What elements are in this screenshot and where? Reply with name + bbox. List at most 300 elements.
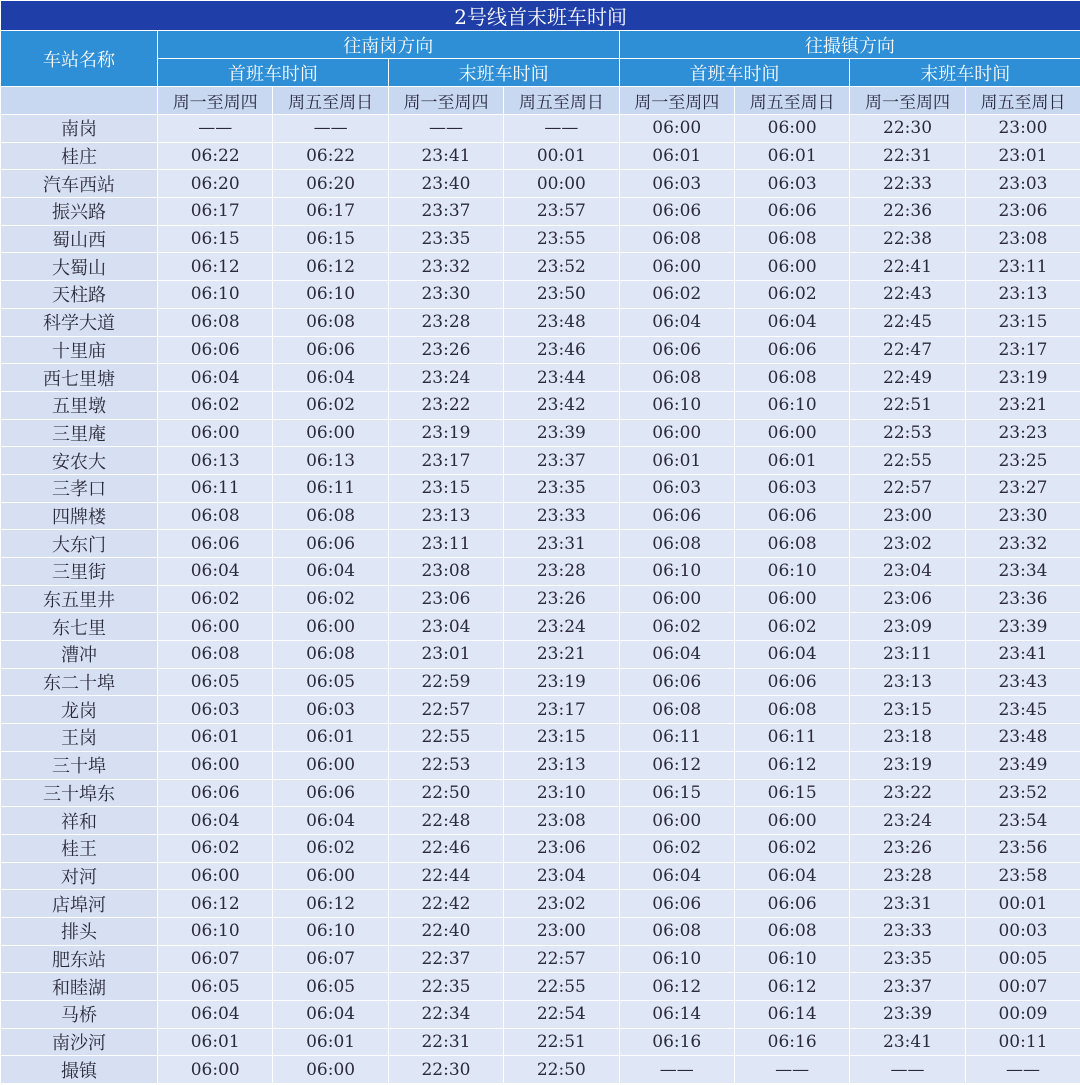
time-cell: 23:50 <box>504 281 619 309</box>
time-cell: 23:52 <box>504 253 619 281</box>
time-cell: 23:57 <box>504 198 619 226</box>
time-cell: 06:05 <box>273 668 388 696</box>
station-name: 南沙河 <box>1 1028 158 1056</box>
time-cell: 23:45 <box>965 696 1080 724</box>
time-cell: 06:00 <box>619 253 734 281</box>
table-row <box>1 558 1080 586</box>
time-cell: 22:57 <box>388 696 503 724</box>
table-row <box>1 973 1080 1001</box>
time-cell: 23:39 <box>850 1001 965 1029</box>
station-column-header: 车站名称 <box>1 31 158 87</box>
time-cell: 06:12 <box>619 751 734 779</box>
direction-north-header: 往撮镇方向 <box>619 31 1080 59</box>
time-cell: 23:43 <box>965 668 1080 696</box>
time-cell: 22:57 <box>850 474 965 502</box>
time-cell: 23:11 <box>850 641 965 669</box>
table-row <box>1 613 1080 641</box>
time-cell: 23:00 <box>850 502 965 530</box>
time-cell: 23:17 <box>504 696 619 724</box>
time-cell: 06:06 <box>619 502 734 530</box>
time-cell: 23:32 <box>388 253 503 281</box>
time-cell: 06:02 <box>158 585 273 613</box>
time-cell: 22:43 <box>850 281 965 309</box>
time-cell: —— <box>965 1056 1080 1084</box>
time-cell: 06:04 <box>158 558 273 586</box>
time-cell: 06:12 <box>273 253 388 281</box>
time-cell: 06:17 <box>273 198 388 226</box>
north-first-weekend-header: 周五至周日 <box>734 87 849 115</box>
time-cell: 06:02 <box>273 834 388 862</box>
time-cell: 06:08 <box>273 308 388 336</box>
time-cell: 23:06 <box>504 834 619 862</box>
north-first-train-header: 首班车时间 <box>619 59 850 87</box>
station-name: 龙岗 <box>1 696 158 724</box>
time-cell: 06:11 <box>734 724 849 752</box>
time-cell: 23:06 <box>388 585 503 613</box>
time-cell: 06:01 <box>158 1028 273 1056</box>
time-cell: 23:49 <box>965 751 1080 779</box>
time-cell: 22:42 <box>388 890 503 918</box>
table-row <box>1 751 1080 779</box>
time-cell: 22:49 <box>850 364 965 392</box>
time-cell: 06:12 <box>734 973 849 1001</box>
south-first-train-header: 首班车时间 <box>158 59 389 87</box>
table-row <box>1 364 1080 392</box>
time-cell: 06:06 <box>734 668 849 696</box>
time-cell: 06:03 <box>158 696 273 724</box>
time-cell: 23:04 <box>388 613 503 641</box>
table-row <box>1 419 1080 447</box>
table-row <box>1 474 1080 502</box>
time-cell: 06:22 <box>158 142 273 170</box>
time-cell: 22:47 <box>850 336 965 364</box>
time-cell: 06:06 <box>158 779 273 807</box>
time-cell: 00:07 <box>965 973 1080 1001</box>
time-cell: 23:41 <box>965 641 1080 669</box>
time-cell: 06:10 <box>734 945 849 973</box>
station-name: 蜀山西 <box>1 225 158 253</box>
time-cell: 06:08 <box>619 530 734 558</box>
time-cell: 23:33 <box>850 917 965 945</box>
time-cell: 06:05 <box>158 973 273 1001</box>
time-cell: 22:37 <box>388 945 503 973</box>
time-cell: 23:37 <box>388 198 503 226</box>
time-cell: 23:13 <box>850 668 965 696</box>
time-cell: 23:04 <box>850 558 965 586</box>
time-cell: 23:26 <box>850 834 965 862</box>
time-cell: 06:00 <box>734 253 849 281</box>
time-cell: 06:06 <box>734 502 849 530</box>
time-cell: 23:25 <box>965 447 1080 475</box>
time-cell: 06:00 <box>619 807 734 835</box>
time-cell: 23:48 <box>504 308 619 336</box>
north-first-weekday-header: 周一至周四 <box>619 87 734 115</box>
time-cell: 23:02 <box>504 890 619 918</box>
station-name: 马桥 <box>1 1001 158 1029</box>
time-cell: 22:53 <box>850 419 965 447</box>
station-name: 五里墩 <box>1 391 158 419</box>
station-name: 三十埠 <box>1 751 158 779</box>
station-name: 十里庙 <box>1 336 158 364</box>
station-name: 大蜀山 <box>1 253 158 281</box>
time-cell: 06:03 <box>273 696 388 724</box>
time-cell: 06:10 <box>734 558 849 586</box>
time-cell: 06:10 <box>619 391 734 419</box>
time-cell: 23:41 <box>850 1028 965 1056</box>
time-cell: 06:00 <box>734 115 849 143</box>
time-cell: 06:06 <box>273 779 388 807</box>
time-cell: 06:02 <box>273 585 388 613</box>
table-row <box>1 308 1080 336</box>
time-cell: 06:08 <box>619 364 734 392</box>
south-last-train-header: 末班车时间 <box>388 59 619 87</box>
table-row <box>1 945 1080 973</box>
time-cell: 06:01 <box>619 142 734 170</box>
time-cell: 06:12 <box>158 890 273 918</box>
time-cell: 22:48 <box>388 807 503 835</box>
time-cell: 22:38 <box>850 225 965 253</box>
time-cell: 06:01 <box>734 142 849 170</box>
time-cell: 06:10 <box>158 281 273 309</box>
time-cell: 23:31 <box>850 890 965 918</box>
time-cell: 06:01 <box>619 447 734 475</box>
direction-south-header: 往南岗方向 <box>158 31 620 59</box>
time-cell: 23:27 <box>965 474 1080 502</box>
time-cell: 23:08 <box>965 225 1080 253</box>
time-cell: 06:14 <box>734 1001 849 1029</box>
station-name: 东五里井 <box>1 585 158 613</box>
time-cell: 06:04 <box>734 308 849 336</box>
time-cell: 23:11 <box>965 253 1080 281</box>
time-cell: 23:26 <box>388 336 503 364</box>
time-cell: 06:00 <box>158 419 273 447</box>
time-cell: 06:04 <box>273 558 388 586</box>
time-cell: 06:02 <box>619 834 734 862</box>
time-cell: 06:10 <box>158 917 273 945</box>
time-cell: 23:55 <box>504 225 619 253</box>
time-cell: 00:00 <box>504 170 619 198</box>
time-cell: 23:40 <box>388 170 503 198</box>
time-cell: 22:46 <box>388 834 503 862</box>
station-name: 三孝口 <box>1 474 158 502</box>
time-cell: 06:11 <box>158 474 273 502</box>
time-cell: 23:24 <box>504 613 619 641</box>
time-cell: 06:08 <box>619 696 734 724</box>
table-row <box>1 142 1080 170</box>
time-cell: 06:14 <box>619 1001 734 1029</box>
time-cell: —— <box>850 1056 965 1084</box>
table-row <box>1 834 1080 862</box>
time-cell: 23:13 <box>388 502 503 530</box>
south-last-weekday-header: 周一至周四 <box>388 87 503 115</box>
time-cell: 23:41 <box>388 142 503 170</box>
station-name: 东七里 <box>1 613 158 641</box>
time-cell: 23:00 <box>965 115 1080 143</box>
time-cell: 23:06 <box>850 585 965 613</box>
table-row <box>1 917 1080 945</box>
time-cell: 06:00 <box>619 115 734 143</box>
time-cell: 06:03 <box>734 170 849 198</box>
time-cell: 06:07 <box>158 945 273 973</box>
station-name: 三里街 <box>1 558 158 586</box>
station-name: 大东门 <box>1 530 158 558</box>
time-cell: 23:02 <box>850 530 965 558</box>
time-cell: 06:03 <box>619 474 734 502</box>
station-name: 南岗 <box>1 115 158 143</box>
time-cell: 23:21 <box>504 641 619 669</box>
table-row <box>1 198 1080 226</box>
time-cell: 06:02 <box>619 613 734 641</box>
time-cell: 22:45 <box>850 308 965 336</box>
time-cell: 06:12 <box>734 751 849 779</box>
table-row <box>1 170 1080 198</box>
time-cell: 22:41 <box>850 253 965 281</box>
station-name: 桂王 <box>1 834 158 862</box>
time-cell: 00:09 <box>965 1001 1080 1029</box>
table-row <box>1 502 1080 530</box>
station-name: 肥东站 <box>1 945 158 973</box>
time-cell: 23:00 <box>504 917 619 945</box>
time-cell: 23:04 <box>504 862 619 890</box>
time-cell: 06:02 <box>619 281 734 309</box>
time-cell: 23:23 <box>965 419 1080 447</box>
station-name: 排头 <box>1 917 158 945</box>
table-row <box>1 890 1080 918</box>
time-cell: 22:34 <box>388 1001 503 1029</box>
time-cell: 06:10 <box>734 391 849 419</box>
station-name: 撮镇 <box>1 1056 158 1084</box>
time-cell: 23:15 <box>388 474 503 502</box>
north-last-weekend-header: 周五至周日 <box>965 87 1080 115</box>
station-name: 对河 <box>1 862 158 890</box>
time-cell: 22:50 <box>388 779 503 807</box>
time-cell: 23:33 <box>504 502 619 530</box>
time-cell: 06:06 <box>619 198 734 226</box>
time-cell: 23:10 <box>504 779 619 807</box>
time-cell: 23:48 <box>965 724 1080 752</box>
time-cell: 06:06 <box>734 198 849 226</box>
time-cell: 06:06 <box>734 336 849 364</box>
time-cell: 06:04 <box>158 364 273 392</box>
time-cell: 06:05 <box>158 668 273 696</box>
time-cell: 06:02 <box>734 834 849 862</box>
time-cell: 00:03 <box>965 917 1080 945</box>
time-cell: 06:06 <box>619 668 734 696</box>
time-cell: 22:36 <box>850 198 965 226</box>
time-cell: 06:02 <box>158 391 273 419</box>
time-cell: 23:22 <box>388 391 503 419</box>
time-cell: 06:16 <box>619 1028 734 1056</box>
time-cell: 06:08 <box>734 364 849 392</box>
time-cell: 23:01 <box>388 641 503 669</box>
north-last-train-header: 末班车时间 <box>850 59 1080 87</box>
station-name: 桂庄 <box>1 142 158 170</box>
station-name: 四牌楼 <box>1 502 158 530</box>
time-cell: 06:06 <box>273 530 388 558</box>
time-cell: 23:01 <box>965 142 1080 170</box>
time-cell: 06:20 <box>158 170 273 198</box>
time-cell: 06:10 <box>619 945 734 973</box>
table-row <box>1 668 1080 696</box>
time-cell: 06:08 <box>158 641 273 669</box>
time-cell: 00:01 <box>965 890 1080 918</box>
time-cell: 22:53 <box>388 751 503 779</box>
time-cell: 06:15 <box>158 225 273 253</box>
station-name: 王岗 <box>1 724 158 752</box>
table-row <box>1 724 1080 752</box>
time-cell: 23:44 <box>504 364 619 392</box>
time-cell: 23:18 <box>850 724 965 752</box>
time-cell: —— <box>158 115 273 143</box>
time-cell: 23:11 <box>388 530 503 558</box>
time-cell: —— <box>504 115 619 143</box>
time-cell: 06:04 <box>734 862 849 890</box>
time-cell: 06:06 <box>734 890 849 918</box>
table-row <box>1 336 1080 364</box>
time-cell: 06:01 <box>158 724 273 752</box>
time-cell: 06:01 <box>273 724 388 752</box>
time-cell: 06:08 <box>619 917 734 945</box>
time-cell: 06:00 <box>619 419 734 447</box>
time-cell: 06:01 <box>734 447 849 475</box>
time-cell: 06:02 <box>734 281 849 309</box>
station-name: 振兴路 <box>1 198 158 226</box>
station-name: 西七里塘 <box>1 364 158 392</box>
time-cell: 23:32 <box>965 530 1080 558</box>
time-cell: 22:50 <box>504 1056 619 1084</box>
table-row <box>1 585 1080 613</box>
time-cell: 06:06 <box>619 890 734 918</box>
time-cell: 23:56 <box>965 834 1080 862</box>
table-row <box>1 391 1080 419</box>
time-cell: 06:08 <box>273 502 388 530</box>
time-cell: 00:05 <box>965 945 1080 973</box>
time-cell: 23:09 <box>850 613 965 641</box>
time-cell: 22:31 <box>850 142 965 170</box>
time-cell: 22:57 <box>504 945 619 973</box>
time-cell: 06:00 <box>158 1056 273 1084</box>
time-cell: 06:06 <box>158 336 273 364</box>
time-cell: 06:00 <box>273 751 388 779</box>
time-cell: 06:04 <box>619 641 734 669</box>
table-row <box>1 779 1080 807</box>
time-cell: —— <box>619 1056 734 1084</box>
table-row <box>1 807 1080 835</box>
time-cell: 23:21 <box>965 391 1080 419</box>
time-cell: 06:00 <box>273 613 388 641</box>
time-cell: 06:00 <box>273 1056 388 1084</box>
time-cell: 06:12 <box>619 973 734 1001</box>
time-cell: 06:10 <box>273 281 388 309</box>
time-cell: 06:17 <box>158 198 273 226</box>
time-cell: 23:30 <box>388 281 503 309</box>
time-cell: 06:04 <box>273 1001 388 1029</box>
time-cell: 22:31 <box>388 1028 503 1056</box>
time-cell: 06:15 <box>734 779 849 807</box>
time-cell: 06:04 <box>273 807 388 835</box>
time-cell: 06:00 <box>273 862 388 890</box>
table-row <box>1 447 1080 475</box>
time-cell: 23:36 <box>965 585 1080 613</box>
time-cell: —— <box>388 115 503 143</box>
time-cell: 06:08 <box>158 502 273 530</box>
time-cell: 00:01 <box>504 142 619 170</box>
time-cell: 06:00 <box>619 585 734 613</box>
time-cell: 00:11 <box>965 1028 1080 1056</box>
time-cell: 06:06 <box>273 336 388 364</box>
time-cell: 23:34 <box>965 558 1080 586</box>
time-cell: 23:39 <box>504 419 619 447</box>
time-cell: 06:10 <box>619 558 734 586</box>
time-cell: 23:08 <box>388 558 503 586</box>
time-cell: 23:26 <box>504 585 619 613</box>
time-cell: 06:00 <box>734 419 849 447</box>
time-cell: 06:00 <box>734 585 849 613</box>
time-cell: —— <box>273 115 388 143</box>
table-row <box>1 641 1080 669</box>
time-cell: 06:07 <box>273 945 388 973</box>
north-last-weekday-header: 周一至周四 <box>850 87 965 115</box>
station-name: 三十埠东 <box>1 779 158 807</box>
station-name: 三里庵 <box>1 419 158 447</box>
time-cell: 23:35 <box>388 225 503 253</box>
time-cell: 23:15 <box>850 696 965 724</box>
time-cell: 22:55 <box>388 724 503 752</box>
time-cell: 22:40 <box>388 917 503 945</box>
time-cell: 06:13 <box>273 447 388 475</box>
time-cell: 23:35 <box>504 474 619 502</box>
time-cell: 06:11 <box>273 474 388 502</box>
time-cell: 23:08 <box>504 807 619 835</box>
time-cell: 06:12 <box>158 253 273 281</box>
time-cell: 22:30 <box>388 1056 503 1084</box>
time-cell: 23:17 <box>965 336 1080 364</box>
time-cell: 23:06 <box>965 198 1080 226</box>
table-row <box>1 1001 1080 1029</box>
time-cell: 23:52 <box>965 779 1080 807</box>
time-cell: 23:37 <box>504 447 619 475</box>
time-cell: 23:15 <box>504 724 619 752</box>
time-cell: 06:13 <box>158 447 273 475</box>
time-cell: 06:15 <box>619 779 734 807</box>
time-cell: 06:04 <box>158 1001 273 1029</box>
time-cell: 22:51 <box>850 391 965 419</box>
time-cell: 22:33 <box>850 170 965 198</box>
time-cell: 06:02 <box>734 613 849 641</box>
time-cell: 06:08 <box>619 225 734 253</box>
table-row <box>1 281 1080 309</box>
time-cell: 23:22 <box>850 779 965 807</box>
station-name: 汽车西站 <box>1 170 158 198</box>
time-cell: 23:58 <box>965 862 1080 890</box>
time-cell: 06:06 <box>619 336 734 364</box>
time-cell: 06:00 <box>158 613 273 641</box>
table-row <box>1 253 1080 281</box>
blank-header-cell <box>1 87 158 115</box>
time-cell: 22:54 <box>504 1001 619 1029</box>
time-cell: 23:13 <box>504 751 619 779</box>
time-cell: 06:06 <box>158 530 273 558</box>
table-row <box>1 115 1080 143</box>
time-cell: 06:05 <box>273 973 388 1001</box>
time-cell: 06:00 <box>158 862 273 890</box>
time-cell: 22:35 <box>388 973 503 1001</box>
station-name: 和睦湖 <box>1 973 158 1001</box>
time-cell: 06:08 <box>734 225 849 253</box>
south-last-weekend-header: 周五至周日 <box>504 87 619 115</box>
time-cell: 23:37 <box>850 973 965 1001</box>
time-cell: 06:08 <box>734 696 849 724</box>
